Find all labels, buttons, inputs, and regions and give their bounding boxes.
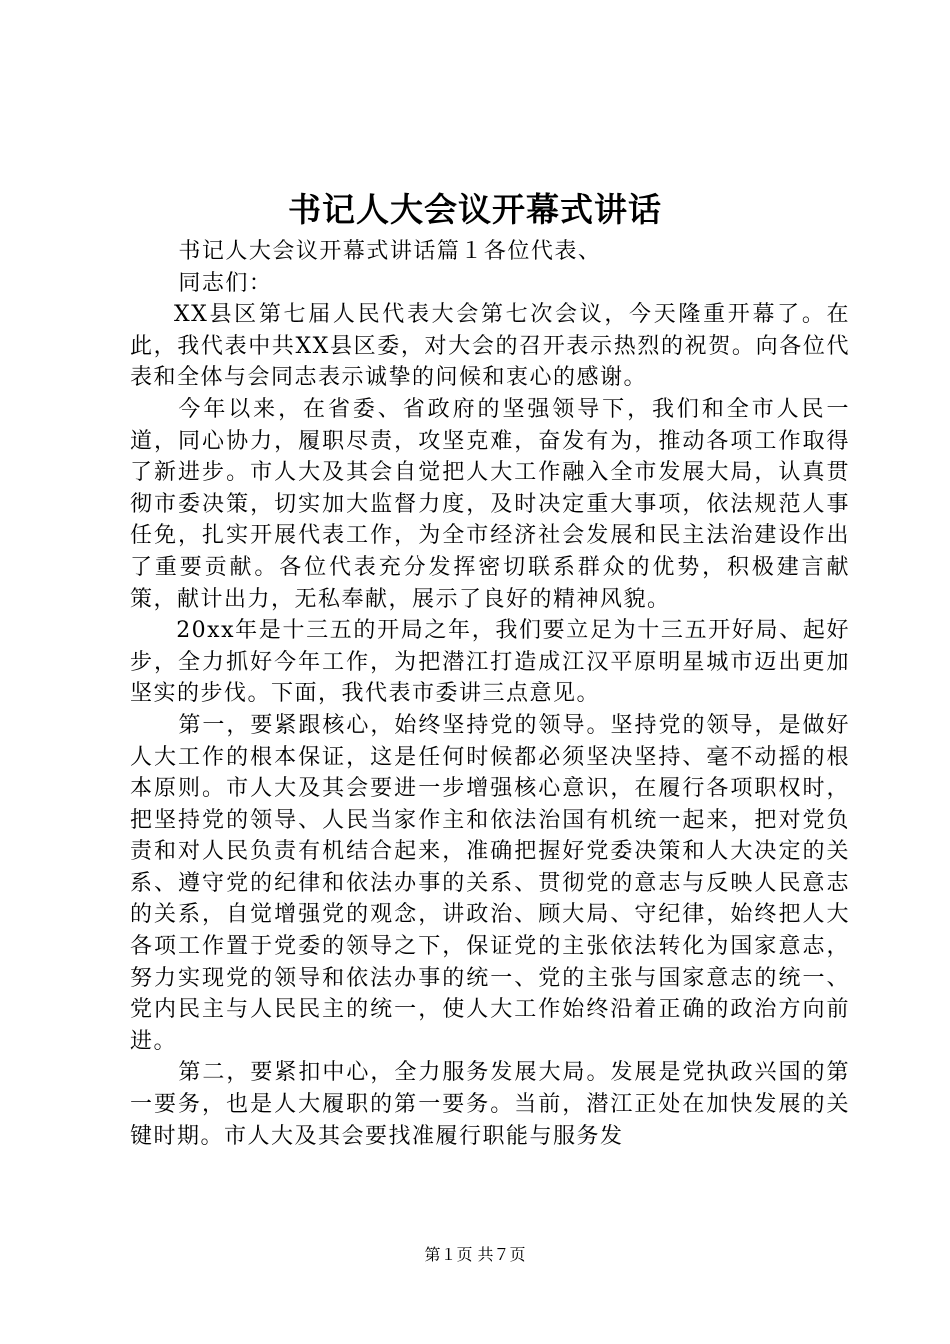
paragraph-heading-line: 书记人大会议开幕式讲话篇１各位代表、 xyxy=(178,239,602,264)
paragraph-opening: XX县区第七届人民代表大会第七次会议，今天隆重开幕了。在此，我代表中共XX县区委，对大会的召开表示热烈的祝贺。向各位代表和全体与会同志表示诚挚的问候和衷心的感谢。 xyxy=(130,302,850,391)
paragraph-review: 今年以来，在省委、省政府的坚强领导下，我们和全市人民一道，同心协力，履职尽责，攻坚克难，奋发有为，推动各项工作取得了新进步。市人大及其会自觉把人大工作融入全市发展大局，认真贯彻市委决策，切实加大监督力度，及时决定重大事项，依法规范人事任免，扎实开展代表工作，为全市经济社会发展和民主法治建设作出了重要贡献。各位代表充分发挥密切联系群众的优势，积极建言献策，献计出力，无私奉献，展示了良好的精神风貌。 xyxy=(130,396,850,612)
page-number-footer: 第１页 共７页 xyxy=(424,1245,526,1264)
page-title: 书记人大会议开幕式讲话 xyxy=(288,190,662,229)
paragraph-salutation: 同志们： xyxy=(178,270,273,296)
document-body xyxy=(130,236,850,1152)
paragraph-point-two: 第二，要紧扣中心，全力服务发展大局。发展是党执政兴国的第一要务，也是人大履职的第一要务。当前，潜江正处在加快发展的关键时期。市人大及其会要找准履行职能与服务发 xyxy=(130,1060,850,1149)
paragraph-outlook: 20xx年是十三五的开局之年，我们要立足为十三五开好局、起好步，全力抓好今年工作，为把潜江打造成江汉平原明星城市迈出更加坚实的步伐。下面，我代表市委讲三点意见。 xyxy=(130,618,850,707)
paragraph-point-one: 第一，要紧跟核心，始终坚持党的领导。坚持党的领导，是做好人大工作的根本保证，这是任何时候都必须坚决坚持、毫不动摇的根本原则。市人大及其会要进一步增强核心意识，在履行各项职权时，把坚持党的领导、人民当家作主和依法治国有机统一起来，把对党负责和对人民负责有机结合起来，准确把握好党委决策和人大决定的关系、遵守党的纪律和依法办事的关系、贯彻党的意志与反映人民意志的关系，自觉增强党的观念，讲政治、顾大局、守纪律，始终把人大各项工作置于党委的领导之下，保证党的主张依法转化为国家意志，努力实现党的领导和依法办事的统一、党的主张与国家意志的统一、党内民主与人民民主的统一，使人大工作始终沿着正确的政治方向前进。 xyxy=(130,712,850,1054)
